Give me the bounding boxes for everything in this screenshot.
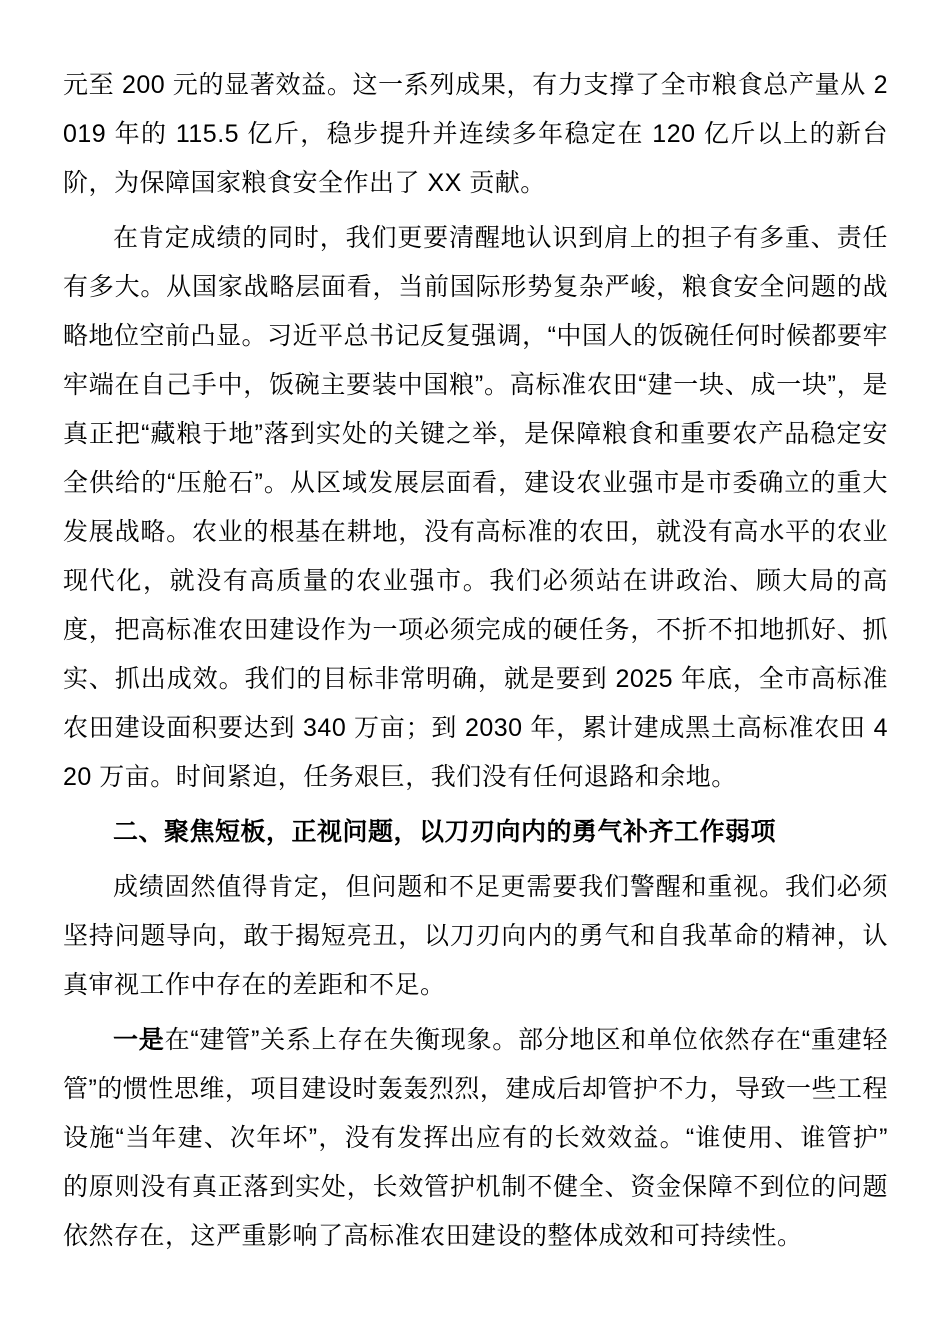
paragraph-issue-one-build-vs-manage xyxy=(63,1016,888,1261)
section-heading-2: 二、聚焦短板，正视问题，以刀刃向内的勇气补齐工作弱项 xyxy=(113,818,777,846)
paragraph-problem-orientation: 成绩固然值得肯定，但问题和不足更需要我们警醒和重视。我们必须坚持问题导向，敢于揭短亮丑，以刀刃向内的勇气和自我革命的精神，认真审视工作中存在的差距和不足。 xyxy=(63,873,888,999)
bold-lead-yishi: 一是 xyxy=(113,1026,165,1054)
paragraph-strategic-importance: 在肯定成绩的同时，我们更要清醒地认识到肩上的担子有多重、责任有多大。从国家战略层面看，当前国际形势复杂严峻，粮食安全问题的战略地位空前凸显。习近平总书记反复强调，“中国人的饭碗任何时候都要牢牢端在自己手中，饭碗主要装中国粮”。高标准农田“建一块、成一块”，是真正把“藏粮于地”落到实处的关键之举，是保障粮食和重要农产品稳定安全供给的“压舱石”。从区域发展层面看，建设农业强市是市委确立的重大发展战略。农业的根基在耕地，没有高标准的农田，就没有高水平的农业现代化，就没有高质量的农业强市。我们必须站在讲政治、顾大局的高度，把高标准农田建设作为一项必须完成的硬任务，不折不扣地抓好、抓实、抓出成效。我们的目标非常明确，就是要到 2025 年底，全市高标准农田建设面积要达到 340 万亩；到 2030 年，累计建成黑土高标准农田 420 万亩。时间紧迫，任务艰巨，我们没有任何退路和余地。 xyxy=(63,224,888,791)
paragraph-issue-one-body: 在“建管”关系上存在失衡现象。部分地区和单位依然存在“重建轻管”的惯性思维，项目建设时轰轰烈烈，建成后却管护不力，导致一些工程设施“当年建、次年坏”，没有发挥出应有的长效效益。“谁使用、谁管护”的原则没有真正落到实处，长效管护机制不健全、资金保障不到位的问题依然存在，这严重影响了高标准农田建设的整体成效和可持续性。 xyxy=(63,1026,888,1250)
paragraph-grain-output-results: 元至 200 元的显著效益。这一系列成果，有力支撑了全市粮食总产量从 2019 年的 115.5 亿斤，稳步提升并连续多年稳定在 120 亿斤以上的新台阶，为保障国家粮食安全作出了 XX 贡献。 xyxy=(63,71,888,197)
